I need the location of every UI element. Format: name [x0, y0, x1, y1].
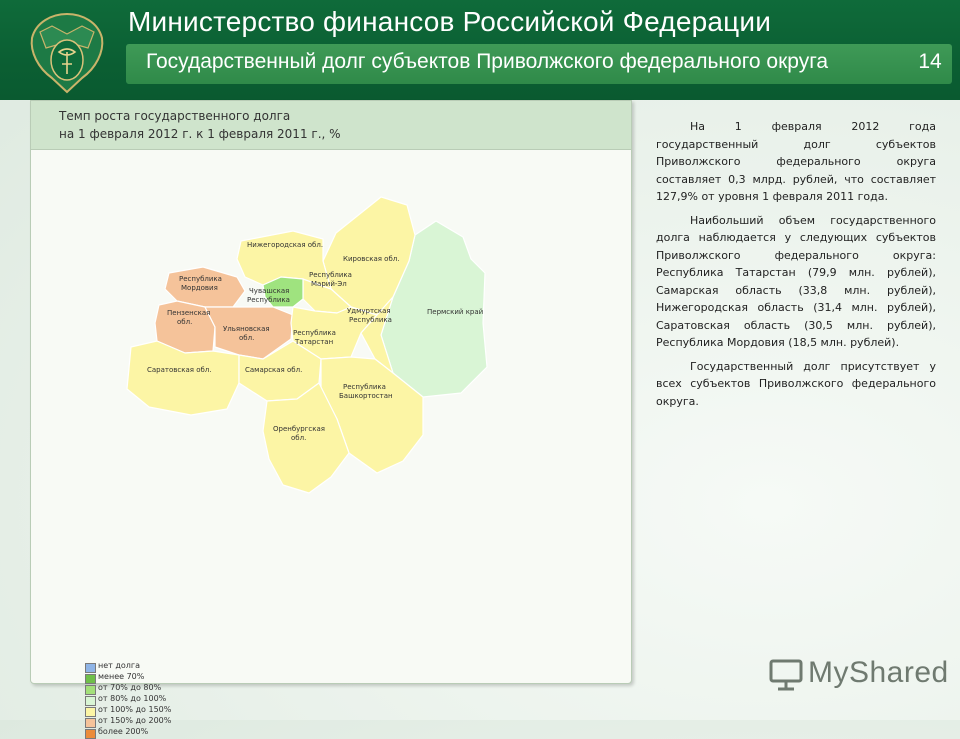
description-text	[656, 118, 936, 416]
label-udmurt: Удмуртская Республика	[347, 307, 392, 324]
legend-swatch	[85, 696, 96, 706]
legend-label: от 80% до 100%	[98, 694, 167, 703]
label-nizhny: Нижегородская обл.	[247, 241, 324, 249]
label-bashkir: Республика Башкортостан	[339, 383, 393, 400]
label-orenburg: Оренбургская обл.	[273, 425, 325, 442]
coat-of-arms-icon	[22, 8, 112, 98]
district-map	[31, 101, 631, 661]
legend-swatch	[85, 707, 96, 717]
legend-swatch	[85, 674, 96, 684]
label-kirov: Кировская обл.	[343, 255, 400, 263]
brand-logo	[768, 656, 949, 694]
label-saratov: Саратовская обл.	[147, 366, 212, 374]
label-samara: Самарская обл.	[245, 366, 303, 374]
legend-swatch	[85, 729, 96, 739]
legend-label: более 200%	[98, 727, 149, 736]
paragraph-2: Наибольший объем государственного долга наблюдается у следующих субъектов Приволжского федерального округа: Республика Татарстан (79,9 млн. рублей), Самарская область (33,8 млн. рублей), Нижегородская область (31,4 млн. рублей), Саратовская область (30,5 млн. рублей), Республика Мордовия (18,5 млн. рублей).	[656, 213, 936, 349]
label-mariel: Республика Марий-Эл	[309, 271, 352, 288]
page-number: 14	[918, 50, 942, 73]
label-mordovia: Республика Мордовия	[179, 275, 222, 292]
legend-swatch	[85, 663, 96, 673]
paragraph-1: На 1 февраля 2012 года государственный долг субъектов Приволжского федерального округа составляет 0,3 млрд. рублей, что составляет 127,9% от уровня 1 февраля 2011 года.	[656, 120, 936, 203]
label-ulyan: Ульяновская обл.	[223, 325, 270, 342]
brand-name: MyShared	[808, 656, 949, 689]
legend-label: от 70% до 80%	[98, 683, 162, 692]
legend-label: от 150% до 200%	[98, 716, 172, 725]
ministry-title: Министерство финансов Российской Федерации	[128, 6, 772, 37]
label-penza: Пензенская обл.	[167, 309, 211, 326]
paragraph-3: Государственный долг присутствует у всех субъектов Приволжского федерального округа.	[656, 359, 936, 408]
legend-label: от 100% до 150%	[98, 705, 172, 714]
label-tatar: Республика Татарстан	[293, 329, 336, 346]
legend-label: нет долга	[98, 661, 140, 670]
panel-heading-line1: Темп роста государственного долга	[59, 109, 291, 123]
presentation-icon	[768, 658, 804, 692]
label-perm: Пермский край	[427, 308, 484, 316]
label-chuvash: Чувашская Республика	[247, 287, 290, 304]
map-panel	[30, 100, 632, 736]
legend-label: менее 70%	[98, 672, 145, 681]
panel-heading-line2: на 1 февраля 2012 г. к 1 февраля 2011 г., %	[59, 127, 341, 141]
region-saratov[interactable]	[127, 341, 239, 415]
legend-swatch	[85, 685, 96, 695]
page-title: Государственный долг субъектов Приволжского федерального округа	[146, 50, 829, 73]
